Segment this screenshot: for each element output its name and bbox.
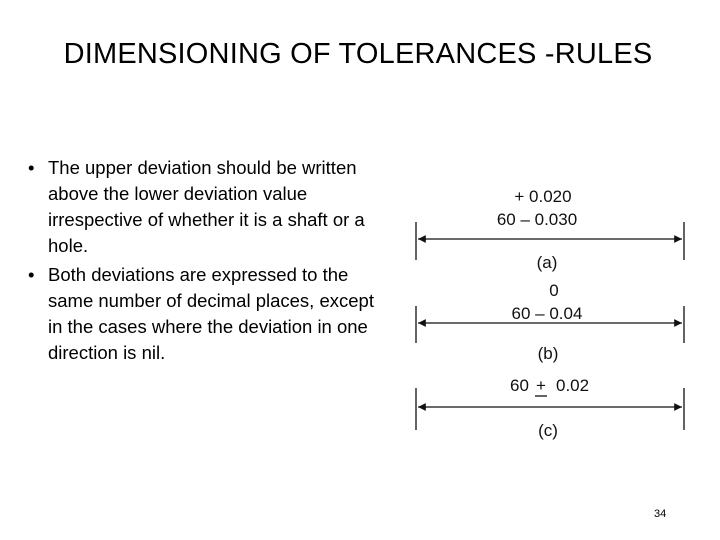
lower-deviation-b: 60 – 0.04 — [511, 304, 583, 323]
lower-deviation-a: 60 – 0.030 — [496, 210, 578, 229]
bullet-marker: • — [28, 157, 35, 178]
dimension-c — [416, 376, 684, 440]
page-number: 34 — [654, 508, 667, 520]
upper-deviation-a: + 0.020 — [514, 187, 572, 206]
nominal-size-c: 60 — [510, 376, 529, 395]
bullet-text: The upper deviation should be written above the lower deviation value irrespective of whether it is a shaft or a hole. — [48, 157, 365, 256]
caption-a: (a) — [536, 253, 558, 272]
deviation-c: 0.02 — [556, 376, 590, 395]
bullet-text: Both deviations are expressed to the same number of decimal places, except in the cases where the deviation in one direction is nil. — [48, 264, 374, 363]
bullet-item — [28, 155, 388, 259]
upper-deviation-b: 0 — [549, 281, 559, 300]
plus-minus-symbol: + — [536, 376, 546, 395]
dimension-a — [416, 187, 684, 272]
caption-b: (b) — [537, 344, 559, 363]
dimension-b — [416, 281, 684, 363]
bullet-item — [28, 262, 388, 366]
caption-c: (c) — [538, 421, 558, 440]
dimension-drawings — [405, 178, 695, 443]
bullet-list — [28, 155, 388, 369]
tolerance-dimension-figure — [405, 178, 695, 443]
bullet-marker: • — [28, 264, 35, 285]
slide-title: DIMENSIONING OF TOLERANCES -RULES — [63, 38, 653, 70]
